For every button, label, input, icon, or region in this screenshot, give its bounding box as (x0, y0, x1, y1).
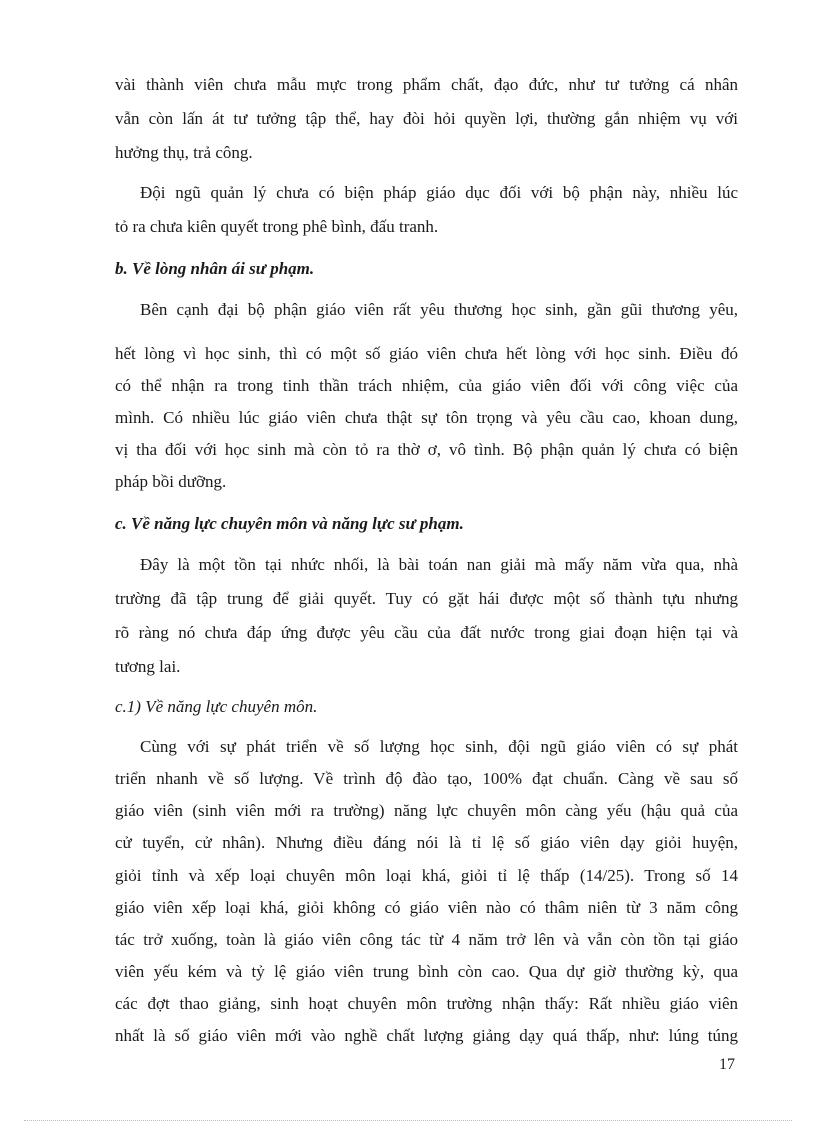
section-heading-b: b. Về lòng nhân ái sư phạm. (115, 259, 315, 278)
footer-divider (24, 1120, 792, 1121)
text-line: Đây là một tồn tại nhức nhối, là bài toán nan giải mà mấy năm vừa qua, nhà (140, 555, 738, 574)
subsection-heading-c1: c.1) Về năng lực chuyên môn. (115, 697, 318, 716)
text-line: nhất là số giáo viên mới vào nghề chất lượng giảng dạy quá thấp, như: lúng túng (115, 1026, 738, 1045)
text-line: trường đã tập trung để giải quyết. Tuy có gặt hái được một số thành tựu nhưng (115, 589, 738, 608)
text-line: vài thành viên chưa mẫu mực trong phẩm chất, đạo đức, như tư tưởng cá nhân (115, 75, 738, 94)
page-number: 17 (719, 1056, 735, 1073)
text-line: pháp bồi dưỡng. (115, 472, 227, 491)
text-line: tác trở xuống, toàn là giáo viên công tác từ 4 năm trở lên và vẫn còn tồn tại giáo (115, 930, 738, 949)
text-line: giáo viên xếp loại khá, giỏi không có giáo viên nào có thâm niên từ 3 năm công (115, 898, 738, 917)
section-heading-c: c. Về năng lực chuyên môn và năng lực sư phạm. (115, 514, 464, 533)
text-line: tỏ ra chưa kiên quyết trong phê bình, đấu tranh. (115, 217, 439, 236)
text-line: giáo viên (sinh viên mới ra trường) năng lực chuyên môn càng yếu (hậu quả của (115, 801, 738, 820)
text-line: các đợt thao giảng, sinh hoạt chuyên môn trường nhận thấy: Rất nhiều giáo viên (115, 994, 738, 1013)
text-line: rõ ràng nó chưa đáp ứng được yêu cầu của đất nước trong giai đoạn hiện tại và (115, 623, 738, 642)
text-line: tương lai. (115, 657, 181, 676)
text-line: triển nhanh về số lượng. Về trình độ đào tạo, 100% đạt chuẩn. Càng về sau số (115, 769, 738, 788)
text-line: cử tuyển, cử nhân). Nhưng điều đáng nói là tỉ lệ số giáo viên dạy giỏi huyện, (115, 833, 738, 852)
text-line: viên yếu kém và tỷ lệ giáo viên trung bình còn cao. Qua dự giờ thường kỳ, qua (115, 962, 738, 981)
text-line: vị tha đối với học sinh mà còn tỏ ra thờ ơ, vô tình. Bộ phận quản lý chưa có biện (115, 440, 738, 459)
text-line: mình. Có nhiều lúc giáo viên chưa thật sự tôn trọng và yêu cầu cao, khoan dung, (115, 408, 738, 427)
text-line: Bên cạnh đại bộ phận giáo viên rất yêu thương học sinh, gần gũi thương yêu, (140, 300, 738, 319)
text-line: có thể nhận ra trong tinh thần trách nhiệm, của giáo viên đối với công việc của (115, 376, 738, 395)
text-line: vẫn còn lấn át tư tưởng tập thể, hay đòi hỏi quyền lợi, thường gắn nhiệm vụ với (115, 109, 738, 128)
text-line: giỏi tỉnh và xếp loại chuyên môn loại khá, giỏi tỉ lệ thấp (14/25). Trong số 14 (115, 866, 738, 885)
text-line: Đội ngũ quản lý chưa có biện pháp giáo dục đối với bộ phận này, nhiều lúc (140, 183, 738, 202)
text-line: hưởng thụ, trả công. (115, 143, 253, 162)
text-line: Cùng với sự phát triển về số lượng học sinh, đội ngũ giáo viên có sự phát (140, 737, 738, 756)
text-line: hết lòng vì học sinh, thì có một số giáo viên chưa hết lòng với học sinh. Điều đó (115, 344, 738, 363)
